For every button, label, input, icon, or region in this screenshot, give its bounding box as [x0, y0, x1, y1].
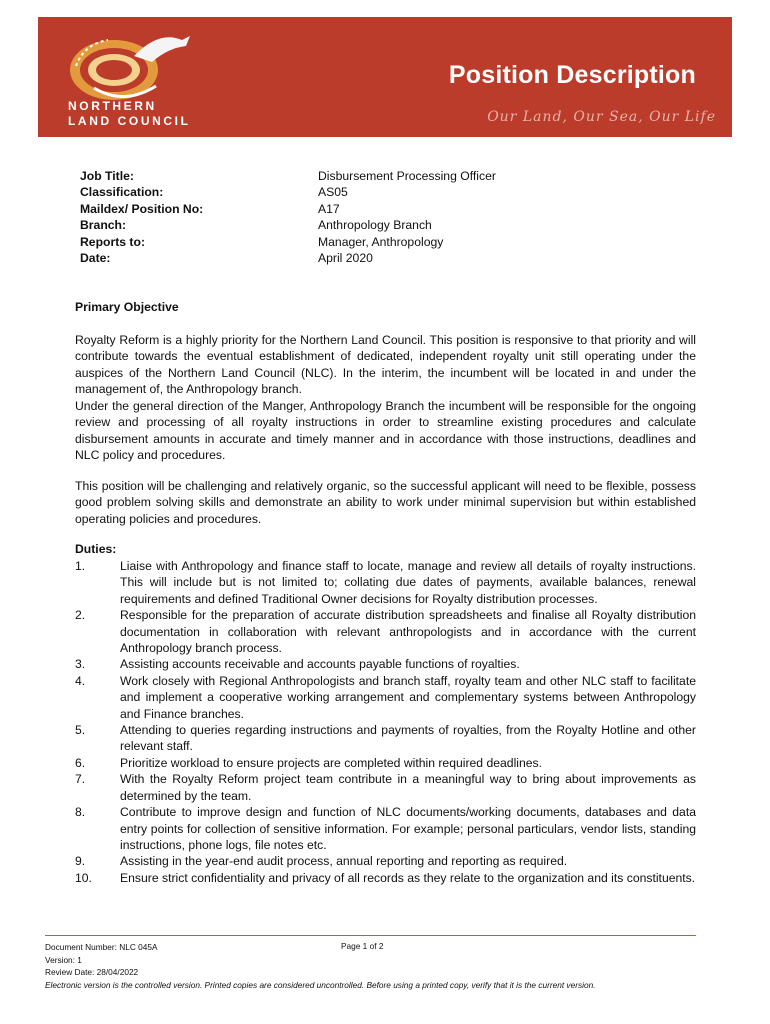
duty-text: Work closely with Regional Anthropologists and branch staff, royalty team and other NLC staff to facilitate and implement a cooperative working arrangement and complementary systems between Anthropology and Finance branches.	[120, 673, 696, 721]
info-label: Date:	[80, 251, 111, 266]
duty-number: 9.	[75, 854, 86, 869]
objective-paragraph-3: This position will be challenging and relatively organic, so the successful applicant will need to be flexible, possess good problem solving skills and demonstrate an ability to work under minimal supervision but within established operating policies and procedures.	[75, 479, 696, 526]
duty-text: Liaise with Anthropology and finance staff to locate, manage and review all details of royalty instructions. This will include but is not limited to; collating due dates of payments, available balances, renewal requirements and defined Traditional Owner decisions for Royalty distribution processes.	[120, 559, 696, 606]
nlc-logo-icon	[64, 26, 192, 108]
duties-heading: Duties:	[75, 542, 117, 556]
duty-text: Contribute to improve design and function of NLC documents/working documents, databases and data entry points for collection of sensitive information. For example; personal particulars, vendor lists, standing instructions, phone logs, file notes etc.	[120, 805, 696, 852]
duty-number: 1.	[75, 559, 86, 573]
duty-text: Attending to queries regarding instructions and payments of royalties, from the Royalty Hotline and other relevant staff.	[120, 723, 696, 754]
info-row-position-no	[80, 201, 496, 217]
duty-number: 3.	[75, 657, 86, 672]
tagline: Our Land, Our Sea, Our Life	[487, 109, 716, 125]
duty-number: 4.	[75, 673, 86, 688]
duty-text: Responsible for the preparation of accurate distribution spreadsheets and finalise all Royalty distribution documentation in collaboration with relevant anthropologists and in accordance with the current Anthropology branch process.	[120, 608, 696, 656]
info-label: Job Title:	[80, 169, 134, 183]
duty-text: With the Royalty Reform project team contribute in a meaningful way to bring about improvements as determined by the team.	[120, 772, 696, 803]
objective-paragraph-1: Royalty Reform is a highly priority for the Northern Land Council. This position is responsive to that priority and will contribute towards the eventual establishment of dedicated, independent royalty unit still operating under the auspices of the Northern Land Council (NLC). In the interim, the incumbent will be located in and under the management of, the Anthropology branch.	[75, 333, 696, 397]
info-label: Classification:	[80, 185, 164, 200]
duty-number: 10.	[75, 870, 92, 885]
duty-text: Assisting accounts receivable and accounts payable functions of royalties.	[120, 657, 520, 672]
list-item	[75, 656, 696, 672]
list-item	[75, 771, 696, 804]
footer-divider	[45, 935, 696, 936]
info-row-classification	[80, 184, 496, 200]
duty-text: Ensure strict confidentiality and privacy of all records as they relate to the organization and its constituents.	[120, 870, 696, 885]
list-item	[75, 853, 696, 869]
duty-number: 5.	[75, 723, 86, 738]
duty-number: 8.	[75, 805, 86, 820]
duty-text: Prioritize workload to ensure projects are completed within required deadlines.	[120, 755, 543, 770]
duties-list	[75, 558, 696, 886]
position-info-table	[80, 168, 496, 266]
page-title: Position Description	[448, 61, 696, 89]
info-row-reports-to	[80, 234, 496, 250]
duty-number: 2.	[75, 608, 86, 623]
primary-objective-heading: Primary Objective	[75, 300, 179, 314]
list-item	[75, 755, 696, 771]
duty-number: 6.	[75, 755, 86, 770]
info-label: Branch:	[80, 218, 127, 233]
list-item	[75, 673, 696, 722]
duty-text: Assisting in the year-end audit process, annual reporting and reporting as required.	[120, 854, 568, 869]
info-label: Reports to:	[80, 234, 145, 249]
org-name	[68, 99, 191, 129]
info-value: Disbursement Processing Officer	[318, 169, 496, 183]
controlled-version-note: Electronic version is the controlled version. Printed copies are considered uncontrolled. Before using a printed copy, verify that it is the current version.	[45, 979, 596, 990]
list-item	[75, 722, 696, 755]
info-row-branch	[80, 217, 496, 233]
list-item	[75, 607, 696, 656]
version: Version: 1	[45, 954, 82, 965]
duty-number: 7.	[75, 772, 86, 787]
info-value: A17	[318, 201, 340, 216]
header-banner	[38, 17, 732, 137]
list-item	[75, 558, 696, 607]
objective-paragraph-2: Under the general direction of the Manger, Anthropology Branch the incumbent will be responsible for the ongoing review and processing of all royalty instructions in order to streamline existing procedures and calculate disbursement amounts in accurate and timely manner and in accordance with those instructions, deadlines and NLC policy and procedures.	[75, 399, 696, 463]
info-label: Maildex/ Position No:	[80, 201, 204, 216]
info-value: AS05	[318, 185, 348, 200]
list-item	[75, 804, 696, 853]
document-number: Document Number: NLC 045A	[45, 942, 158, 952]
info-row-date	[80, 250, 496, 266]
list-item	[75, 870, 696, 886]
info-value: Manager, Anthropology	[318, 234, 444, 249]
info-value: Anthropology Branch	[318, 218, 432, 233]
review-date: Review Date: 28/04/2022	[45, 967, 139, 978]
org-name-line1: NORTHERN	[68, 99, 157, 113]
info-value: April 2020	[318, 251, 373, 266]
footer	[45, 941, 596, 991]
info-row-job-title	[80, 168, 496, 184]
page-number: Page 1 of 2	[341, 941, 384, 951]
org-name-line2: LAND COUNCIL	[68, 114, 191, 128]
